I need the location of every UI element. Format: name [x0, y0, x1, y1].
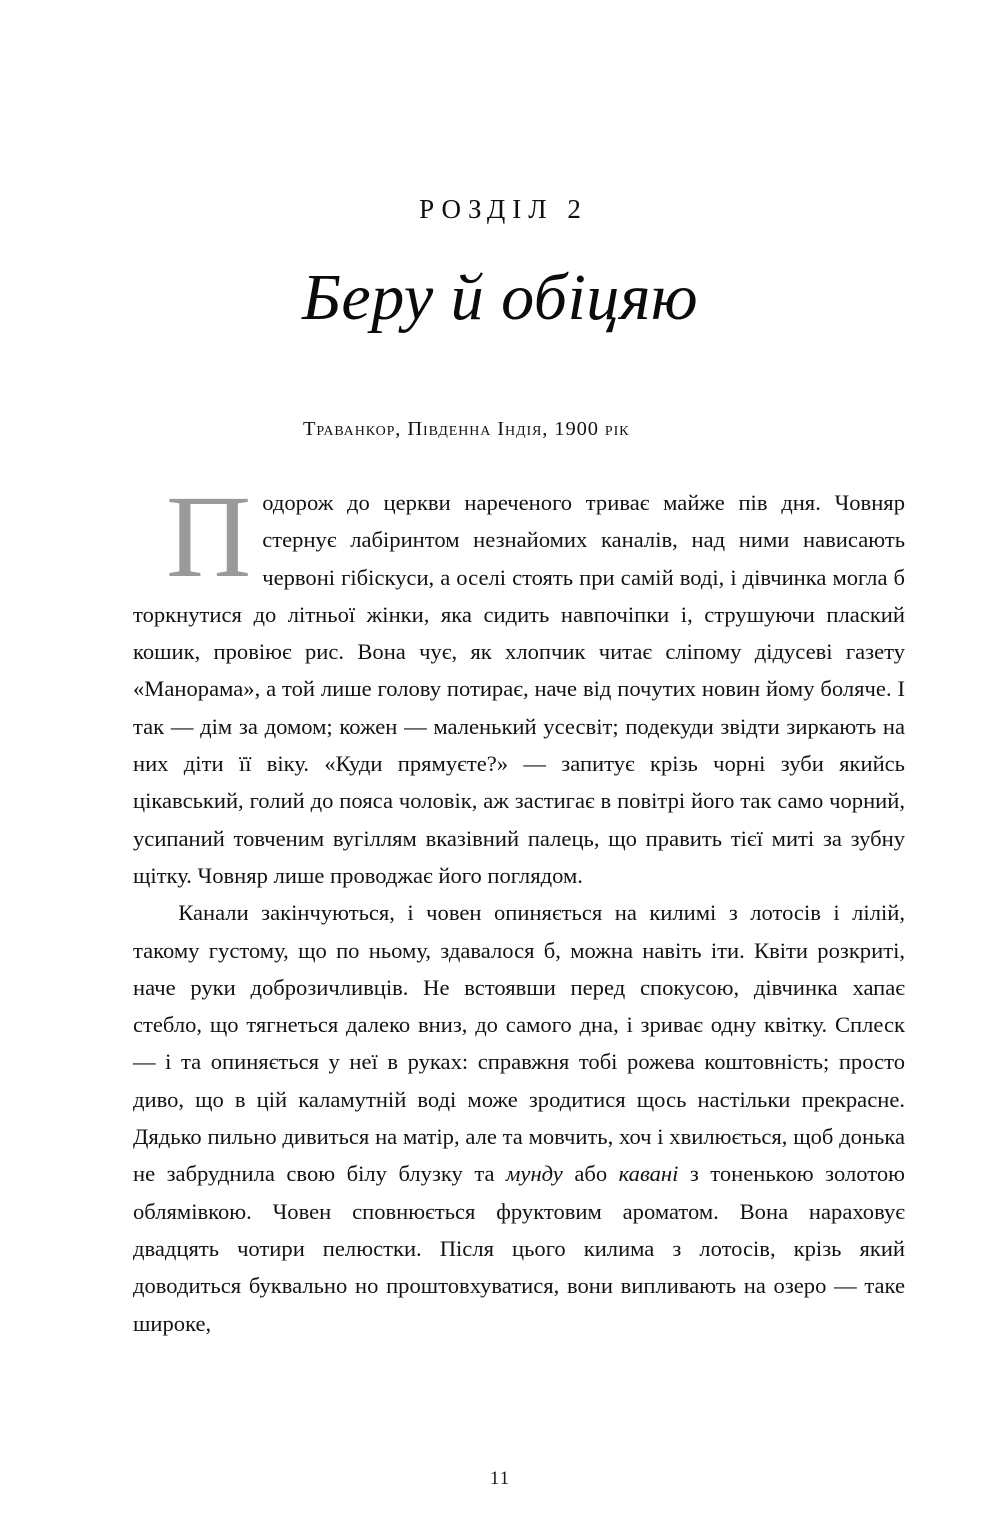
paragraph-second-text-c: з тоненькою золотою облямівкою. Човен сповнюється фруктовим ароматом. Вона нараховує двадцять чотири пелюстки. Після цього килима з лотосів, крізь який доводиться буквально но проштовхуватися, вони випливають на озеро — таке широке,: [133, 1161, 905, 1336]
foreign-term-kavani: кавані: [618, 1161, 679, 1187]
chapter-number: РОЗДІЛ 2: [419, 194, 588, 224]
paragraph-second: [133, 894, 905, 1342]
paragraph-first-text: одорож до церкви нареченого триває майже пів дня. Човняр стернує лабіринтом незнайомих каналів, над ними нависають червоні гібіскуси, а оселі стоять при самій воді, і дівчинка могла б торкнутися до літньої жінки, яка сидить навпочіпки і, струшуючи плаский кошик, провіює рис. Вона чує, як хлопчик читає сліпому дідусеві газету «Манорама», а той лише голову потирає, наче від почутих новин йому боляче. І так — дім за домом; кожен — маленький усесвіт; подекуди звідти зиркають на них діти її віку. «Куди прямуєте?» — запитує крізь чорні зуби якийсь цікавський, голий до пояса чоловік, аж застигає в повітрі його так само чорний, усипаний товченим вугіллям вказівний палець, що править тієї миті за зубну щітку. Човняр лише проводжає його поглядом.: [133, 490, 905, 888]
paragraph-second-text-b: або: [562, 1161, 619, 1187]
body-text: [133, 471, 905, 1342]
page-number: 11: [489, 1468, 511, 1489]
chapter-title: Беру й обіцяю: [301, 261, 699, 334]
chapter-dateline: Траванкор, Південна Індія, 1900 рік: [303, 418, 630, 440]
drop-cap-letter: П: [166, 471, 252, 602]
foreign-term-mundu: мунду: [506, 1161, 563, 1187]
paragraph-first: [133, 471, 905, 894]
paragraph-second-text-a: Канали закінчуються, і човен опиняється на килимі з лотосів і лілій, такому густому, що по ньому, здавалося б, можна навіть іти. Квіти розкриті, наче руки доброзичливців. Не встоявши перед спокусою, дівчинка хапає стебло, що тягнеться далеко вниз, до самого дна, і зриває одну квітку. Сплеск — і та опиняється у неї в руках: справжня тобі рожева коштовність; просто диво, що в цій каламутній воді може зродитися щось настільки прекрасне. Дядько пильно дивиться на матір, але та мовчить, хоч і хвилюється, щоб донька не забруднила свою білу блузку та: [133, 900, 905, 1187]
